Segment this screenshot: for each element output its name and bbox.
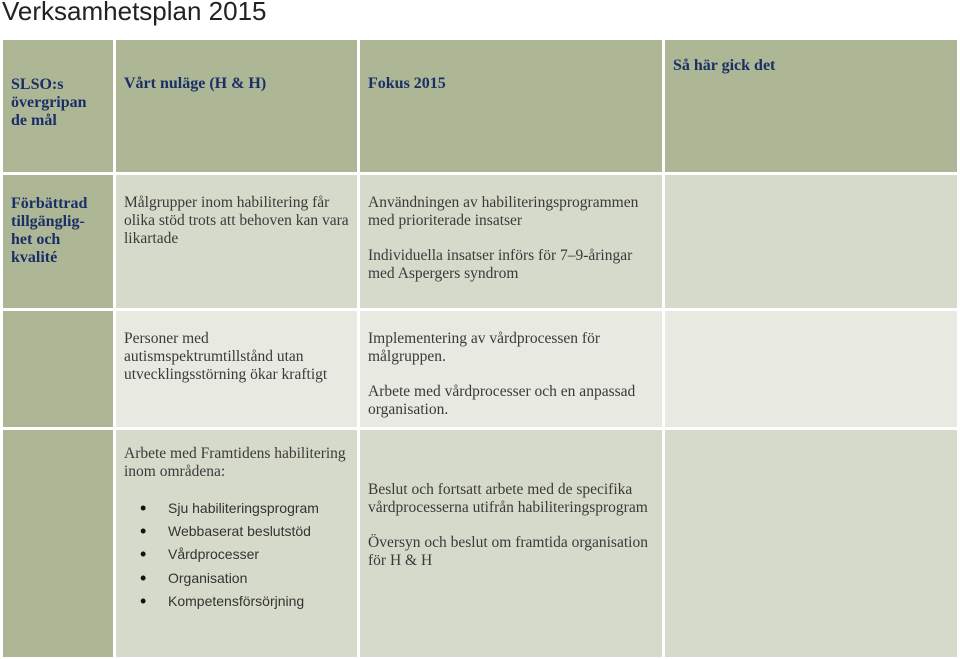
row2-focus — [360, 311, 662, 427]
row1-goal — [3, 175, 113, 308]
row3-focus-text-2: Översyn och beslut om framtida organisation för H & H — [368, 534, 648, 569]
row1-focus-text-1: Användningen av habiliteringsprogrammen med prioriterade insatser — [368, 194, 639, 229]
row3-focus-text-1: Beslut och fortsatt arbete med de specifika vårdprocesserna utifrån habiliteringsprogram — [368, 481, 648, 516]
row1-focus — [360, 175, 662, 308]
list-item: • Vårdprocesser — [116, 543, 349, 566]
list-item: • Kompetensförsörjning — [116, 590, 349, 613]
row2-status-text: Personer med autismspektrumtillstånd utan utvecklingsstörning ökar kraftigt — [124, 330, 328, 383]
header-status — [116, 40, 357, 172]
row1-focus-text-2: Individuella insatser införs för 7–9-åringar med Aspergers syndrom — [368, 247, 633, 282]
row1-result — [665, 175, 957, 308]
row3-goal — [3, 430, 113, 657]
list-item: • Organisation — [116, 567, 349, 590]
row3-status — [116, 430, 357, 657]
header-result-label: Så här gick det — [673, 57, 776, 74]
row3-result — [665, 430, 957, 657]
row2-status — [116, 311, 357, 427]
row3-status-bullets — [116, 497, 349, 613]
list-item: • Sju habiliteringsprogram — [116, 497, 349, 520]
row1-goal-text: Förbättrad tillgänglig-het och kvalité — [11, 195, 88, 266]
header-goals-label: SLSO:s övergripan de mål — [11, 76, 87, 129]
row3-focus — [360, 430, 662, 657]
row1-status — [116, 175, 357, 308]
row1-status-text: Målgrupper inom habilitering får olika stöd trots att behoven kan vara likartade — [124, 194, 349, 247]
list-item: • Webbaserat beslutstöd — [116, 520, 349, 543]
row2-focus-text-2: Arbete med vårdprocesser och en anpassad organisation. — [368, 383, 636, 418]
row2-goal — [3, 311, 113, 427]
header-focus — [360, 40, 662, 172]
row3-status-intro: Arbete med Framtidens habilitering inom områdena: — [124, 445, 346, 480]
row2-result — [665, 311, 957, 427]
header-result — [665, 40, 957, 172]
header-status-label: Vårt nuläge (H & H) — [124, 75, 267, 92]
row2-focus-text-1: Implementering av vårdprocessen för målgruppen. — [368, 330, 600, 365]
header-focus-label: Fokus 2015 — [368, 75, 446, 92]
header-goals — [3, 40, 113, 172]
page-title: Verksamhetsplan 2015 — [2, 0, 267, 26]
